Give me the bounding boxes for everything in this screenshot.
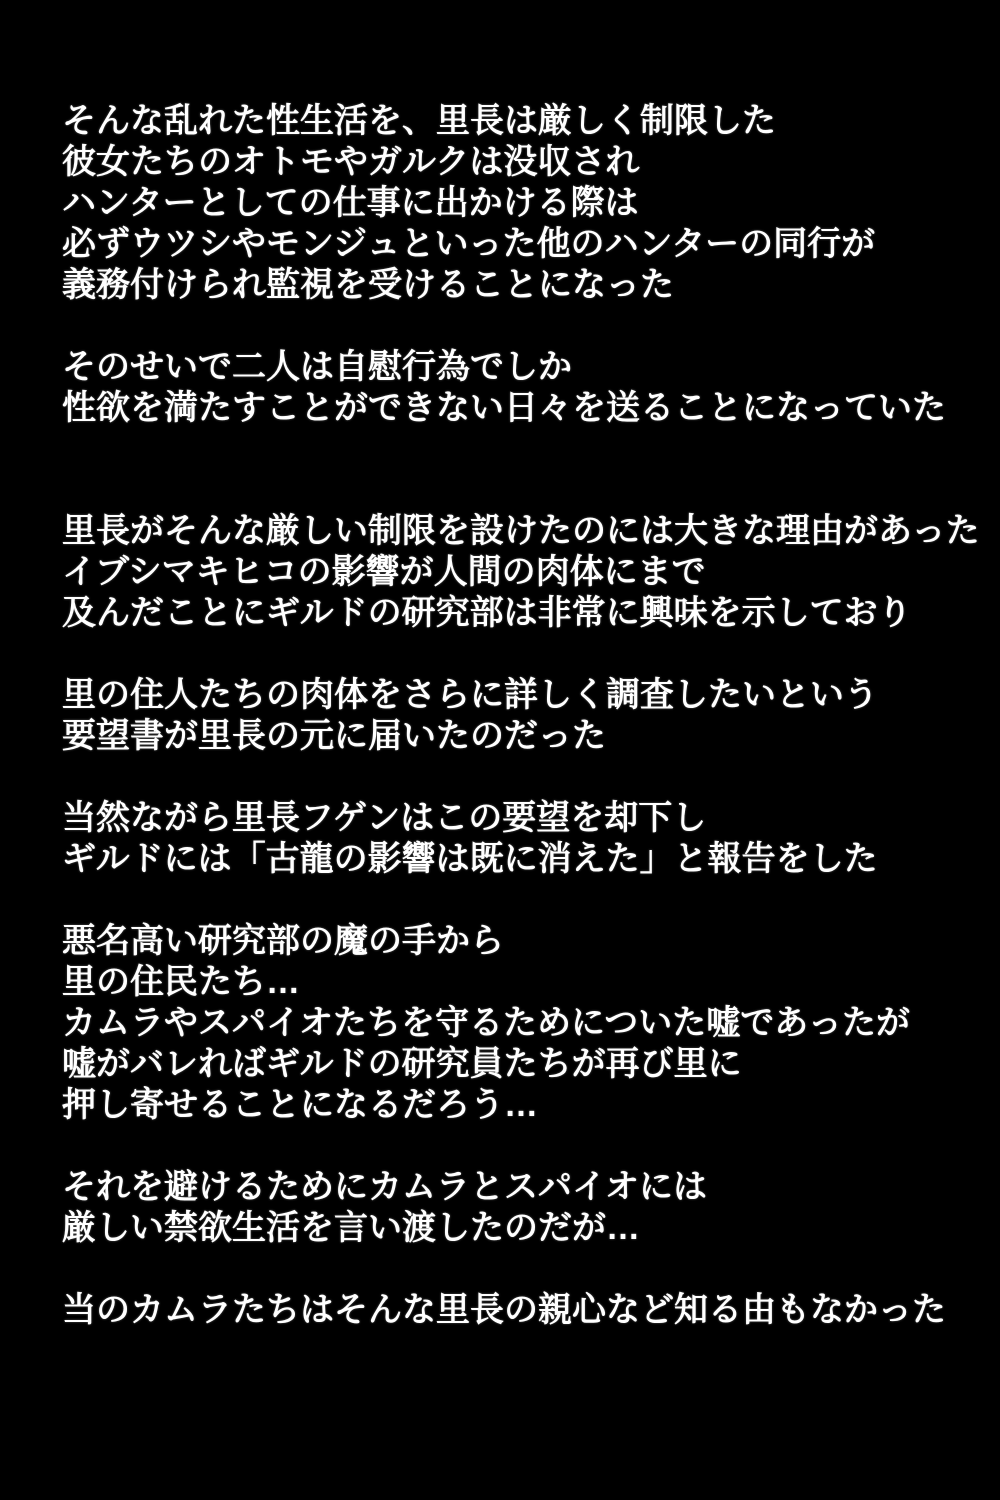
text-line: イブシマキヒコの影響が人間の肉体にまで [62, 553, 706, 591]
text-line: 厳しい禁欲生活を言い渡したのだが… [62, 1209, 640, 1247]
text-line: カムラやスパイオたちを守るためについた嘘であったが [62, 1004, 910, 1042]
text-line: 当のカムラたちはそんな里長の親心など知る由もなかった [62, 1291, 946, 1329]
text-paragraph [62, 798, 970, 880]
text-line: 里の住民たち… [62, 963, 300, 1001]
text-line: 里の住人たちの肉体をさらに詳しく調査したいという [62, 676, 878, 714]
text-paragraph [62, 1290, 970, 1331]
text-line: 性欲を満たすことができない日々を送ることになっていた [62, 389, 946, 427]
text-line: 嘘がバレればギルドの研究員たちが再び里に [62, 1045, 742, 1083]
text-line: 義務付けられ監視を受けることになった [62, 266, 674, 304]
text-line: 悪名高い研究部の魔の手から [62, 922, 504, 960]
text-line: 及んだことにギルドの研究部は非常に興味を示しており [62, 594, 912, 632]
text-paragraph [62, 675, 970, 757]
text-paragraph [62, 511, 980, 634]
text-paragraph [62, 101, 970, 306]
text-line: 里長がそんな厳しい制限を設けたのには大きな理由があった [62, 512, 980, 550]
text-line: ギルドには「古龍の影響は既に消えた」と報告をした [62, 840, 878, 878]
text-line: 押し寄せることになるだろう… [62, 1086, 538, 1124]
text-line: ハンターとしての仕事に出かける際は [62, 184, 639, 222]
text-paragraph [62, 347, 970, 429]
text-paragraph [62, 1167, 970, 1249]
text-line: 要望書が里長の元に届いたのだった [62, 717, 606, 755]
text-paragraph [62, 921, 970, 1126]
text-line: そのせいで二人は自慰行為でしか [62, 348, 572, 386]
text-line: それを避けるためにカムラとスパイオには [62, 1168, 707, 1206]
text-line: そんな乱れた性生活を、里長は厳しく制限した [62, 102, 776, 140]
text-line: 必ずウツシやモンジュといった他のハンターの同行が [62, 225, 876, 263]
text-line: 当然ながら里長フゲンはこの要望を却下し [62, 799, 707, 837]
text-line: 彼女たちのオトモやガルクは没収され [62, 143, 640, 181]
